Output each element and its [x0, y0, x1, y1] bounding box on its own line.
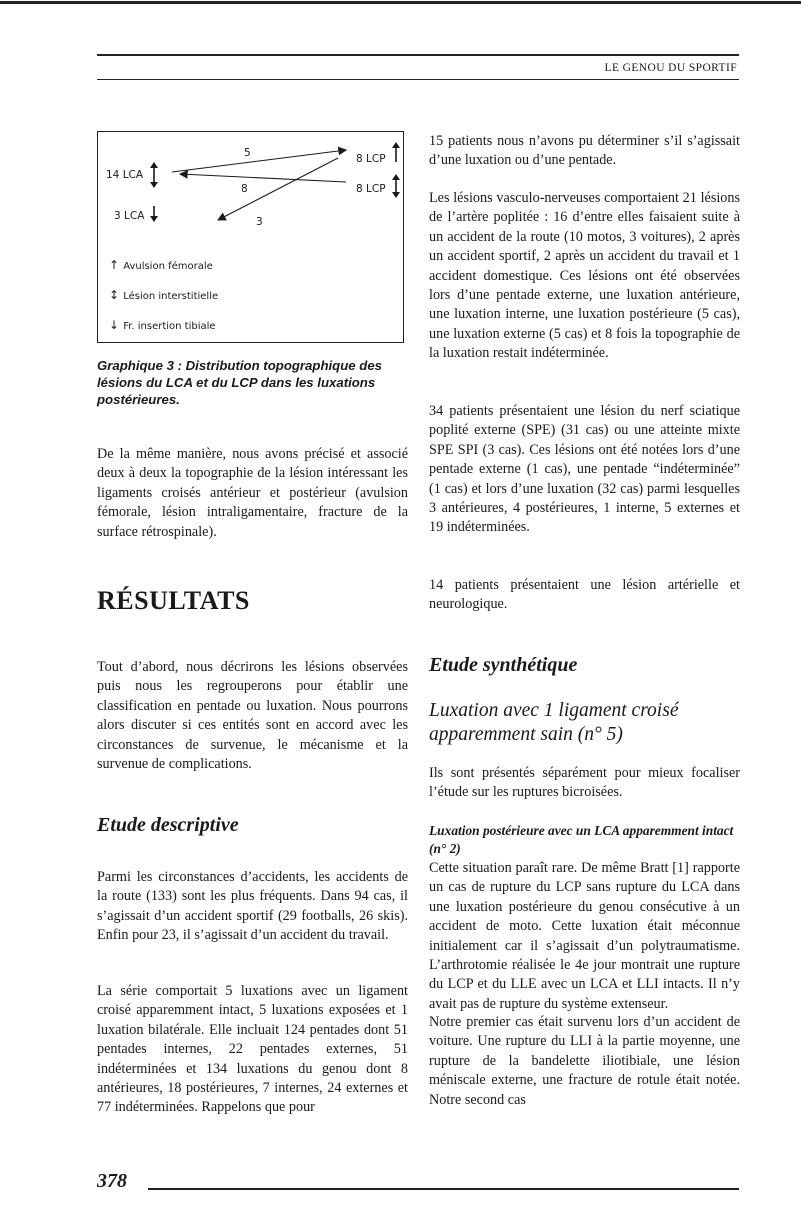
right-paragraph-1: 15 patients nous n’avons pu déterminer s’il s’agissait d’une luxation ou d’une pentade. — [429, 133, 740, 169]
left-paragraph-4: La série comportait 5 luxations avec un ligament croisé apparemment intact, 5 luxations exposées et 1 luxation bilatérale. Elle incluait 124 pentades dont 51 pentades internes, 22 pentades externes, 51 indéterminées et 134 luxations du genou dont 8 antérieures, 18 postérieures, 7 internes, 24 externes et 77 indéterminées. Rappelons que pour — [97, 983, 408, 1116]
running-head: LE GENOU DU SPORTIF — [604, 62, 737, 74]
arrow-down-icon — [150, 206, 158, 222]
subsection-title-descriptive: Etude descriptive — [97, 814, 239, 836]
legend-avulsion — [108, 258, 213, 272]
legend-tibiale-label: Fr. insertion tibiale — [123, 321, 216, 332]
arrow-updown-icon — [392, 174, 400, 198]
page-number: 378 — [97, 1170, 127, 1192]
label-3-lca: 3 LCA — [114, 210, 145, 222]
label-8-lcp-bottom: 8 LCP — [356, 183, 386, 195]
arrow-up-icon: ↑ — [108, 258, 120, 272]
arrow-lcp-to-lca-bottom — [218, 158, 338, 220]
figure-diagram — [98, 132, 405, 344]
label-14-lca: 14 LCA — [106, 169, 144, 181]
figure-graphique-3 — [97, 131, 404, 343]
right-paragraph-5: Ils sont présentés séparément pour mieux focaliser l’étude sur les ruptures bicroisées. — [429, 765, 740, 801]
scan-top-edge — [0, 1, 801, 4]
figure-caption: Graphique 3 : Distribution topographique des lésions du LCA et du LCP dans les luxations postérieures. — [97, 358, 382, 407]
arrow-updown-icon: ↕ — [108, 288, 120, 302]
label-8-lcp-top: 8 LCP — [356, 153, 386, 165]
left-paragraph-2: Tout d’abord, nous décrirons les lésions observées puis nous les regrouperons pour établir une classification en pentade ou luxation. Nous pourrons alors discuter si ces entités sont en accord avec les circonstances de survenue, le mécanisme et la survenue de complications. — [97, 659, 408, 773]
paragraph-title-luxation-posterieure: Luxation postérieure avec un LCA apparemment intact (n° 2) — [429, 823, 734, 856]
footer-rule — [148, 1188, 739, 1190]
arrow-up-icon — [392, 142, 400, 162]
right-paragraph-4: 14 patients présentaient une lésion artérielle et neurologique. — [429, 577, 740, 613]
legend-interstitielle-label: Lésion interstitielle — [123, 291, 219, 302]
arrow-down-icon: ↓ — [108, 318, 120, 332]
right-paragraph-6: Cette situation paraît rare. De même Bratt [1] rapporte un cas de rupture du LCP sans rupture du LCA dans une luxation postérieure du genou consécutive à un accident de moto. Cette luxation était méconnue initialement car il s’agissait d’un polytraumatisme. L’arthrotomie réalisée le 4e jour montrait une rupture du LCP et du LLE avec un LCA et LLI intacts. Il n’y avait pas de rupture du système extenseur. — [429, 860, 740, 1012]
header-rule-bottom — [97, 79, 739, 80]
count-3: 3 — [256, 216, 263, 228]
legend-avulsion-label: Avulsion fémorale — [123, 261, 213, 272]
count-5: 5 — [244, 147, 251, 159]
arrow-lca-to-lcp-top — [172, 150, 346, 172]
arrow-updown-icon — [150, 162, 158, 188]
section-title-resultats: RÉSULTATS — [97, 586, 250, 615]
legend-tibiale — [108, 318, 216, 332]
right-paragraph-3: 34 patients présentaient une lésion du nerf sciatique poplité externe (SPE) (31 cas) ou une atteinte mixte SPE SPI (3 cas). Ces lésions ont été notées lors d’une pentade externe (1 cas), une pentade “indéterminée” (1 cas) et lors d’une luxation (32 cas) parmi lesquelles 3 antérieures, 4 postérieures, 1 interne, 5 externes et 19 indéterminées. — [429, 403, 740, 536]
left-paragraph-3: Parmi les circonstances d’accidents, les accidents de la route (133) sont les plus fréquents. Dans 94 cas, il s’agissait d’un accident sportif (29 footballs, 26 skis). Enfin pour 23, il s’agissait d’un accident du travail. — [97, 869, 408, 944]
left-paragraph-1: De la même manière, nous avons précisé et associé deux à deux la topographie de la lésion intéressant les ligaments croisés antérieur et postérieur (avulsion fémorale, lésion intraligamentaire, fracture de la surface rétrospinale). — [97, 446, 408, 540]
arrow-lcp-bottom-to-lca — [180, 174, 346, 182]
header-rule-top — [97, 54, 739, 56]
count-8: 8 — [241, 183, 248, 195]
right-paragraph-2: Les lésions vasculo-nerveuses comportaient 21 lésions de l’artère poplitée : 16 d’entre elles faisaient suite à un accident de la route (10 motos, 3 voitures), 2 après un accident sportif, 2 après un accident du travail et 1 accident domestique. Ces lésions ont été observées lors d’une pentade externe, une luxation antérieure, une luxation interne, une luxation postérieure (5 cas), une luxation externe (5 cas) et 8 fois la topographie de la luxation restait indéterminée. — [429, 190, 740, 362]
subsubsection-title: Luxation avec 1 ligament croisé apparemment sain (n° 5) — [429, 700, 679, 745]
right-paragraph-7: Notre premier cas était survenu lors d’un accident de voiture. Une rupture du LLI à la partie moyenne, une rupture de la bandelette iliotibiale, une lésion méniscale externe, une fracture de rotule était notée. Notre second cas — [429, 1014, 740, 1108]
subsection-title-synthetique: Etude synthétique — [429, 654, 578, 676]
legend-interstitielle — [108, 288, 218, 302]
